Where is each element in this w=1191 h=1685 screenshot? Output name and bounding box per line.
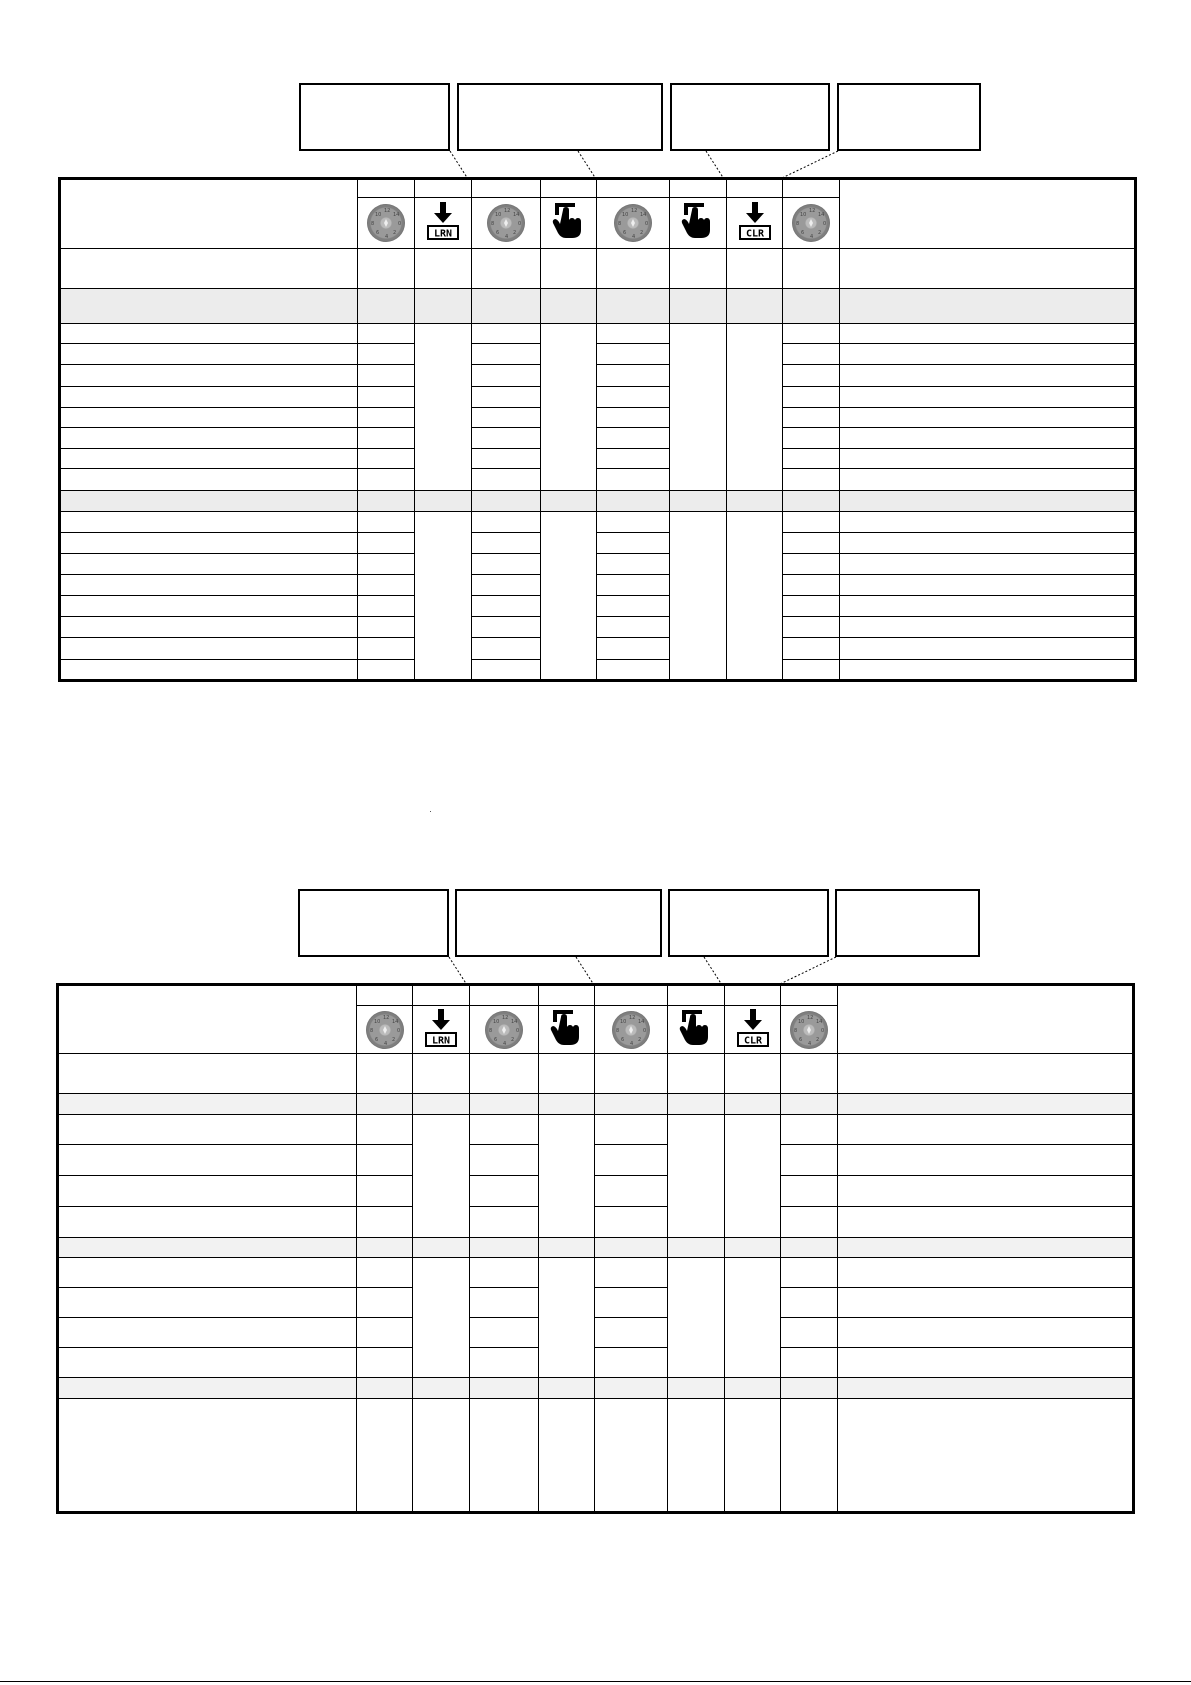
header-step-cell — [472, 180, 541, 198]
svg-text:0: 0 — [516, 1027, 520, 1034]
header-step-cell — [781, 986, 838, 1006]
rotary-switch-icon — [790, 1011, 828, 1049]
svg-text:14: 14 — [818, 211, 825, 218]
table-row — [61, 344, 1135, 365]
svg-text:8: 8 — [616, 1027, 620, 1034]
clr-label: CLR — [743, 1035, 762, 1047]
svg-text:0: 0 — [396, 1027, 400, 1034]
rotary-switch-icon — [792, 204, 830, 242]
rotary-switch-icon — [367, 204, 405, 242]
svg-text:0: 0 — [823, 220, 827, 227]
header-step-cell — [670, 180, 727, 198]
svg-text:0: 0 — [643, 1027, 647, 1034]
callout-box-4 — [835, 889, 980, 957]
header-step-cell — [358, 180, 415, 198]
svg-text:0: 0 — [821, 1027, 825, 1034]
svg-text:12: 12 — [809, 207, 816, 214]
table-row — [59, 1176, 1133, 1207]
svg-text:4: 4 — [810, 233, 814, 240]
svg-text:2: 2 — [513, 229, 517, 236]
header-step-cell — [357, 986, 413, 1006]
svg-text:10: 10 — [620, 1018, 627, 1025]
header-step-cell — [725, 986, 781, 1006]
header-step-cell — [727, 180, 783, 198]
svg-text:8: 8 — [491, 220, 495, 227]
header-step-cell — [470, 986, 539, 1006]
svg-text:14: 14 — [393, 211, 400, 218]
press-button-icon — [679, 1007, 713, 1052]
header-step-cell — [539, 986, 595, 1006]
svg-text:10: 10 — [493, 1018, 500, 1025]
svg-text:4: 4 — [383, 1040, 387, 1047]
clear-button-icon — [738, 200, 772, 245]
table-row — [61, 449, 1135, 469]
rotary-switch-icon — [366, 1011, 404, 1049]
svg-text:12: 12 — [382, 1014, 389, 1021]
learn-button-icon — [426, 200, 460, 245]
svg-text:2: 2 — [638, 1036, 642, 1043]
svg-text:4: 4 — [808, 1040, 812, 1047]
header-step-cell — [541, 180, 597, 198]
table-row — [61, 596, 1135, 617]
press-button-icon — [550, 1007, 584, 1052]
svg-text:8: 8 — [369, 1027, 373, 1034]
table-row — [61, 553, 1135, 574]
table-row — [59, 1145, 1133, 1176]
table-row — [59, 1288, 1133, 1318]
svg-text:10: 10 — [798, 1018, 805, 1025]
header-step-cell — [595, 986, 668, 1006]
svg-text:6: 6 — [376, 229, 380, 236]
svg-text:10: 10 — [800, 211, 807, 218]
svg-text:2: 2 — [393, 229, 397, 236]
page-bottom-rule — [0, 1681, 1191, 1682]
clear-button-icon — [736, 1007, 770, 1052]
svg-text:4: 4 — [632, 233, 636, 240]
header-function-cell — [59, 986, 357, 1054]
callout-box-1 — [299, 83, 450, 151]
svg-text:8: 8 — [618, 220, 622, 227]
svg-text:12: 12 — [502, 1014, 509, 1021]
table-row — [59, 1054, 1133, 1094]
svg-text:8: 8 — [794, 1027, 798, 1034]
press-button-icon — [552, 200, 586, 245]
svg-text:10: 10 — [373, 1018, 380, 1025]
table-row — [59, 1115, 1133, 1145]
table-row — [61, 386, 1135, 407]
svg-text:12: 12 — [631, 207, 638, 214]
svg-text:6: 6 — [496, 229, 500, 236]
section-header-row — [61, 491, 1135, 511]
table-row — [59, 1348, 1133, 1378]
svg-text:4: 4 — [503, 1040, 507, 1047]
table-row — [59, 1207, 1133, 1238]
svg-text:6: 6 — [623, 229, 627, 236]
svg-text:10: 10 — [375, 211, 382, 218]
section-header-row — [59, 1238, 1133, 1258]
table-row — [61, 511, 1135, 532]
callout-box-2 — [455, 889, 662, 957]
svg-text:6: 6 — [801, 229, 805, 236]
svg-text:8: 8 — [371, 220, 375, 227]
svg-text:2: 2 — [391, 1036, 395, 1043]
header-notes-cell — [838, 986, 1133, 1054]
programming-table-bottom — [56, 983, 1135, 1514]
svg-text:2: 2 — [511, 1036, 515, 1043]
rotary-switch-icon — [612, 1011, 650, 1049]
rotary-switch-icon — [487, 204, 525, 242]
lrn-label: LRN — [431, 1035, 451, 1047]
learn-button-icon — [424, 1007, 458, 1052]
header-step-cell — [415, 180, 472, 198]
svg-text:14: 14 — [391, 1018, 398, 1025]
table-row — [61, 248, 1135, 288]
table-row — [61, 532, 1135, 553]
svg-text:6: 6 — [494, 1036, 498, 1043]
table-row — [61, 427, 1135, 448]
table-row — [59, 1318, 1133, 1348]
callout-box-3 — [668, 889, 829, 957]
svg-text:2: 2 — [816, 1036, 820, 1043]
svg-text:6: 6 — [799, 1036, 803, 1043]
header-step-cell — [783, 180, 840, 198]
svg-text:2: 2 — [640, 229, 644, 236]
header-step-cell — [413, 986, 470, 1006]
header-step-cell — [597, 180, 670, 198]
svg-text:14: 14 — [640, 211, 647, 218]
svg-text:10: 10 — [622, 211, 629, 218]
section-header-row — [61, 288, 1135, 323]
lrn-label: LRN — [433, 228, 453, 240]
table-row — [61, 617, 1135, 638]
svg-text:0: 0 — [398, 220, 402, 227]
svg-text:14: 14 — [513, 211, 520, 218]
table-row — [59, 1258, 1133, 1288]
rotary-switch-icon — [614, 204, 652, 242]
table-row — [61, 575, 1135, 596]
table-row — [61, 365, 1135, 386]
svg-text:14: 14 — [638, 1018, 645, 1025]
svg-text:4: 4 — [385, 233, 389, 240]
table-row — [61, 324, 1135, 344]
svg-text:12: 12 — [504, 207, 511, 214]
svg-text:6: 6 — [374, 1036, 378, 1043]
clr-label: CLR — [745, 228, 764, 240]
programming-table-top — [58, 177, 1137, 682]
svg-text:14: 14 — [511, 1018, 518, 1025]
table-row — [61, 469, 1135, 491]
svg-text:4: 4 — [630, 1040, 634, 1047]
header-step-cell — [668, 986, 725, 1006]
svg-text:4: 4 — [505, 233, 509, 240]
svg-text:10: 10 — [495, 211, 502, 218]
callout-box-4 — [837, 83, 981, 151]
table-row — [59, 1399, 1133, 1512]
callout-box-2 — [457, 83, 663, 151]
table-row — [61, 638, 1135, 659]
svg-text:2: 2 — [818, 229, 822, 236]
stray-mark — [430, 811, 431, 812]
header-notes-cell — [840, 180, 1135, 249]
press-button-icon — [681, 200, 715, 245]
header-function-cell — [61, 180, 358, 249]
svg-text:12: 12 — [807, 1014, 814, 1021]
svg-text:0: 0 — [518, 220, 522, 227]
section-header-row — [59, 1378, 1133, 1399]
svg-text:12: 12 — [629, 1014, 636, 1021]
svg-text:8: 8 — [796, 220, 800, 227]
rotary-switch-icon — [485, 1011, 523, 1049]
section-header-row — [59, 1094, 1133, 1115]
table-row — [61, 659, 1135, 679]
table-row — [61, 407, 1135, 427]
callout-box-1 — [298, 889, 449, 957]
svg-text:12: 12 — [384, 207, 391, 214]
svg-text:14: 14 — [816, 1018, 823, 1025]
svg-text:8: 8 — [489, 1027, 493, 1034]
callout-box-3 — [670, 83, 830, 151]
svg-text:6: 6 — [621, 1036, 625, 1043]
svg-text:0: 0 — [645, 220, 649, 227]
